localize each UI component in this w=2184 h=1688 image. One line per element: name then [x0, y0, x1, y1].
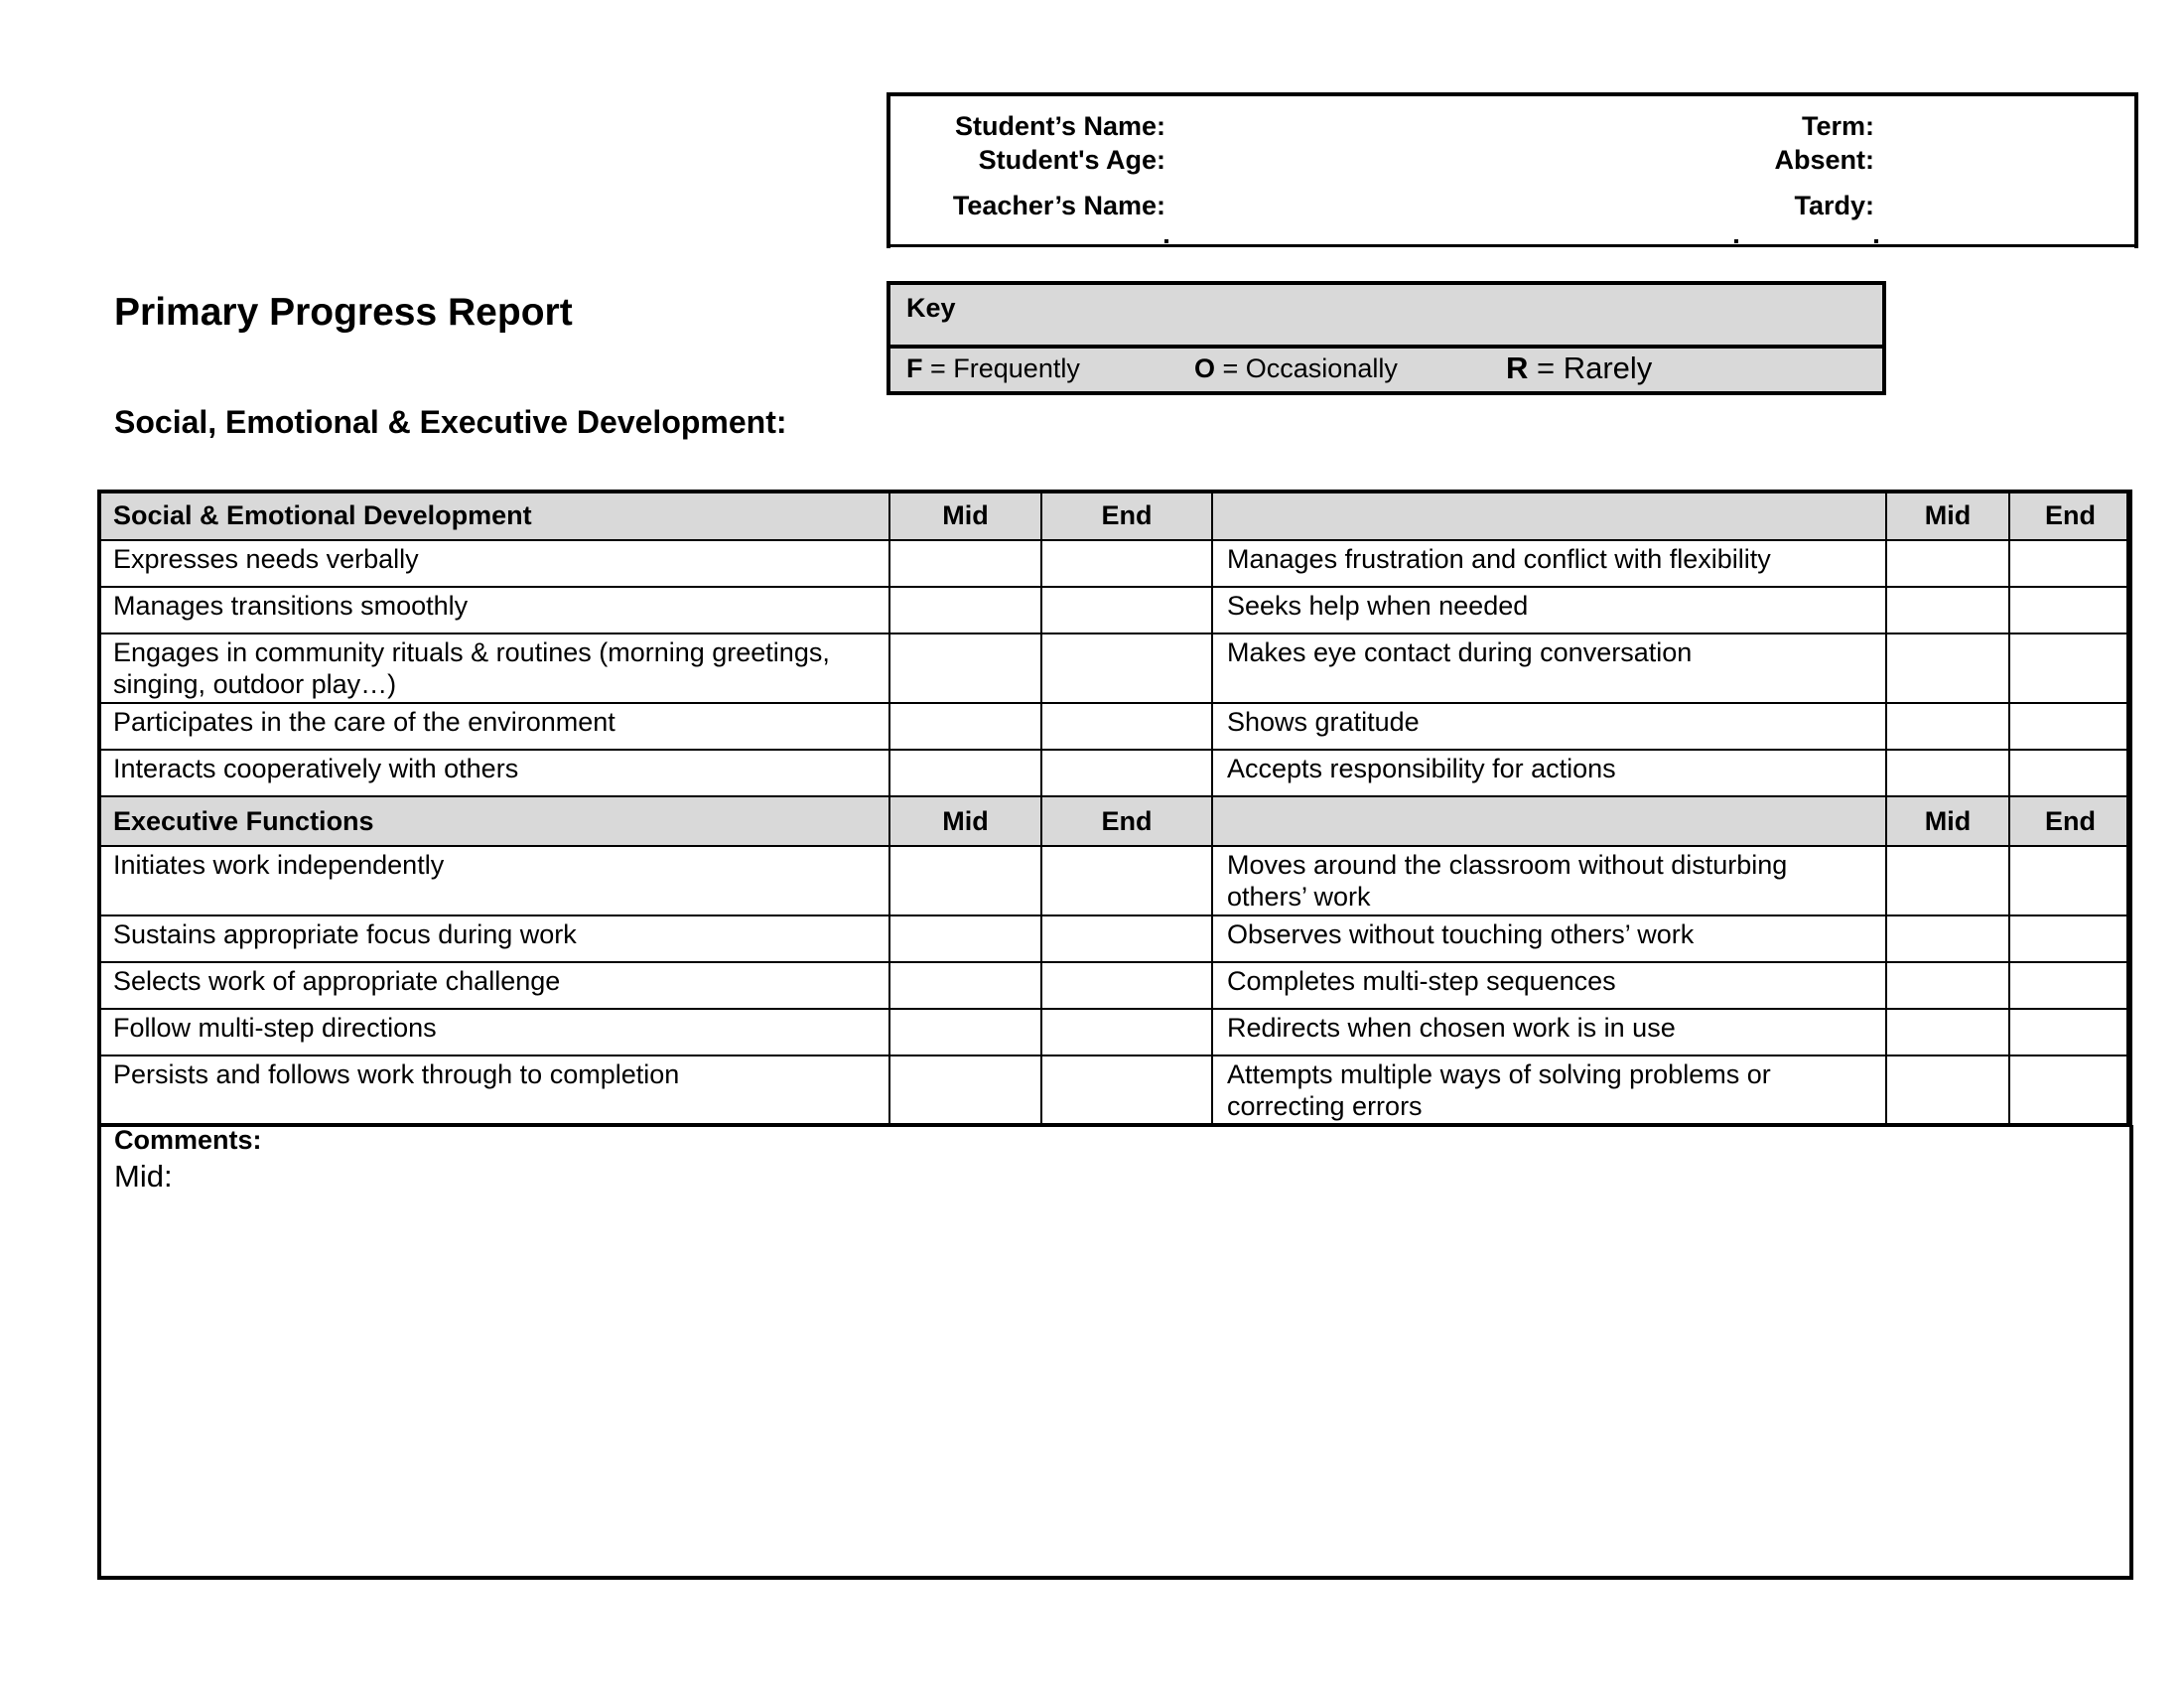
mid-rating-cell[interactable] [1886, 587, 2009, 633]
mid-header: Mid [1886, 796, 2009, 846]
skill-label: Participates in the care of the environment [98, 703, 889, 750]
skill-label: Follow multi-step directions [98, 1009, 889, 1055]
progress-table [97, 490, 2132, 1126]
key-rarely [1506, 351, 1652, 386]
mid-rating-cell[interactable] [889, 962, 1041, 1009]
mid-rating-cell[interactable] [889, 750, 1041, 796]
mid-header: Mid [1886, 491, 2009, 540]
end-header: End [2009, 796, 2131, 846]
executive-heading: Executive Functions [98, 796, 889, 846]
end-rating-cell[interactable] [2009, 915, 2131, 962]
skill-label: Persists and follows work through to completion [98, 1055, 889, 1125]
section-title: Social, Emotional & Executive Development: [114, 404, 787, 440]
comments-title: Comments: [114, 1125, 262, 1155]
mid-rating-cell[interactable] [889, 1009, 1041, 1055]
table-row [98, 633, 2131, 703]
skill-label: Redirects when chosen work is in use [1212, 1009, 1886, 1055]
skill-label: Shows gratitude [1212, 703, 1886, 750]
mid-rating-cell[interactable] [1886, 846, 2009, 915]
key-o-text: = Occasionally [1215, 353, 1398, 383]
mid-rating-cell[interactable] [1886, 540, 2009, 587]
mid-rating-cell[interactable] [889, 633, 1041, 703]
comments-mid-label: Mid: [114, 1159, 173, 1194]
end-rating-cell[interactable] [1041, 1055, 1212, 1125]
key-r-letter: R [1506, 351, 1529, 385]
end-rating-cell[interactable] [2009, 750, 2131, 796]
table-row [98, 915, 2131, 962]
student-info-underline [887, 244, 2138, 247]
end-rating-cell[interactable] [2009, 962, 2131, 1009]
mid-rating-cell[interactable] [889, 1055, 1041, 1125]
term-label: Term: [1801, 111, 1874, 141]
skill-label: Selects work of appropriate challenge [98, 962, 889, 1009]
end-rating-cell[interactable] [1041, 915, 1212, 962]
teacher-name-label: Teacher’s Name: [952, 191, 1165, 220]
social-heading: Social & Emotional Development [98, 491, 889, 540]
end-rating-cell[interactable] [1041, 587, 1212, 633]
skill-label: Completes multi-step sequences [1212, 962, 1886, 1009]
skill-label: Moves around the classroom without disturbing others’ work [1212, 846, 1886, 915]
end-rating-cell[interactable] [1041, 703, 1212, 750]
page-title: Primary Progress Report [114, 291, 573, 334]
mid-rating-cell[interactable] [1886, 915, 2009, 962]
mid-rating-cell[interactable] [1886, 1055, 2009, 1125]
end-rating-cell[interactable] [1041, 962, 1212, 1009]
skill-label: Initiates work independently [98, 846, 889, 915]
end-rating-cell[interactable] [1041, 633, 1212, 703]
key-divider [890, 345, 1882, 349]
mid-rating-cell[interactable] [1886, 750, 2009, 796]
blank-header [1212, 491, 1886, 540]
absent-label: Absent: [1774, 145, 1874, 175]
end-header: End [1041, 796, 1212, 846]
divider-tick [1734, 239, 1738, 243]
comments-box[interactable] [97, 1125, 2133, 1580]
executive-header-row [98, 796, 2131, 846]
skill-label: Observes without touching others’ work [1212, 915, 1886, 962]
skill-label: Accepts responsibility for actions [1212, 750, 1886, 796]
end-rating-cell[interactable] [1041, 1009, 1212, 1055]
skill-label: Sustains appropriate focus during work [98, 915, 889, 962]
table-row [98, 1009, 2131, 1055]
skill-label: Manages frustration and conflict with flexibility [1212, 540, 1886, 587]
table-row [98, 750, 2131, 796]
key-f-text: = Frequently [922, 353, 1080, 383]
tardy-label: Tardy: [1794, 191, 1874, 220]
key-title: Key [906, 293, 956, 323]
table-row [98, 703, 2131, 750]
end-rating-cell[interactable] [1041, 846, 1212, 915]
table-row [98, 1055, 2131, 1125]
end-rating-cell[interactable] [2009, 587, 2131, 633]
end-rating-cell[interactable] [2009, 1055, 2131, 1125]
mid-header: Mid [889, 796, 1041, 846]
mid-rating-cell[interactable] [1886, 1009, 2009, 1055]
end-rating-cell[interactable] [2009, 633, 2131, 703]
key-box [887, 281, 1886, 395]
mid-rating-cell[interactable] [889, 540, 1041, 587]
social-header-row [98, 491, 2131, 540]
blank-header [1212, 796, 1886, 846]
key-occasionally [1194, 353, 1398, 384]
mid-header: Mid [889, 491, 1041, 540]
end-rating-cell[interactable] [2009, 703, 2131, 750]
key-r-text: = Rarely [1528, 351, 1653, 385]
table-row [98, 962, 2131, 1009]
end-header: End [2009, 491, 2131, 540]
table-row [98, 540, 2131, 587]
mid-rating-cell[interactable] [889, 915, 1041, 962]
end-header: End [1041, 491, 1212, 540]
end-rating-cell[interactable] [1041, 540, 1212, 587]
mid-rating-cell[interactable] [1886, 703, 2009, 750]
key-frequently [906, 353, 1080, 384]
key-o-letter: O [1194, 353, 1216, 383]
table-row [98, 846, 2131, 915]
mid-rating-cell[interactable] [889, 703, 1041, 750]
key-f-letter: F [906, 353, 923, 383]
skill-label: Interacts cooperatively with others [98, 750, 889, 796]
divider-tick [1164, 239, 1168, 243]
table-row [98, 587, 2131, 633]
skill-label: Makes eye contact during conversation [1212, 633, 1886, 703]
skill-label: Expresses needs verbally [98, 540, 889, 587]
end-rating-cell[interactable] [2009, 1009, 2131, 1055]
end-rating-cell[interactable] [2009, 540, 2131, 587]
end-rating-cell[interactable] [2009, 846, 2131, 915]
mid-rating-cell[interactable] [889, 846, 1041, 915]
divider-tick [1874, 239, 1878, 243]
skill-label: Attempts multiple ways of solving problems or correcting errors [1212, 1055, 1886, 1125]
student-age-label: Student's Age: [978, 145, 1165, 175]
skill-label: Manages transitions smoothly [98, 587, 889, 633]
skill-label: Seeks help when needed [1212, 587, 1886, 633]
end-rating-cell[interactable] [1041, 750, 1212, 796]
mid-rating-cell[interactable] [889, 587, 1041, 633]
student-name-label: Student’s Name: [954, 111, 1165, 141]
mid-rating-cell[interactable] [1886, 633, 2009, 703]
skill-label: Engages in community rituals & routines (morning greetings, singing, outdoor play…) [98, 633, 889, 703]
mid-rating-cell[interactable] [1886, 962, 2009, 1009]
